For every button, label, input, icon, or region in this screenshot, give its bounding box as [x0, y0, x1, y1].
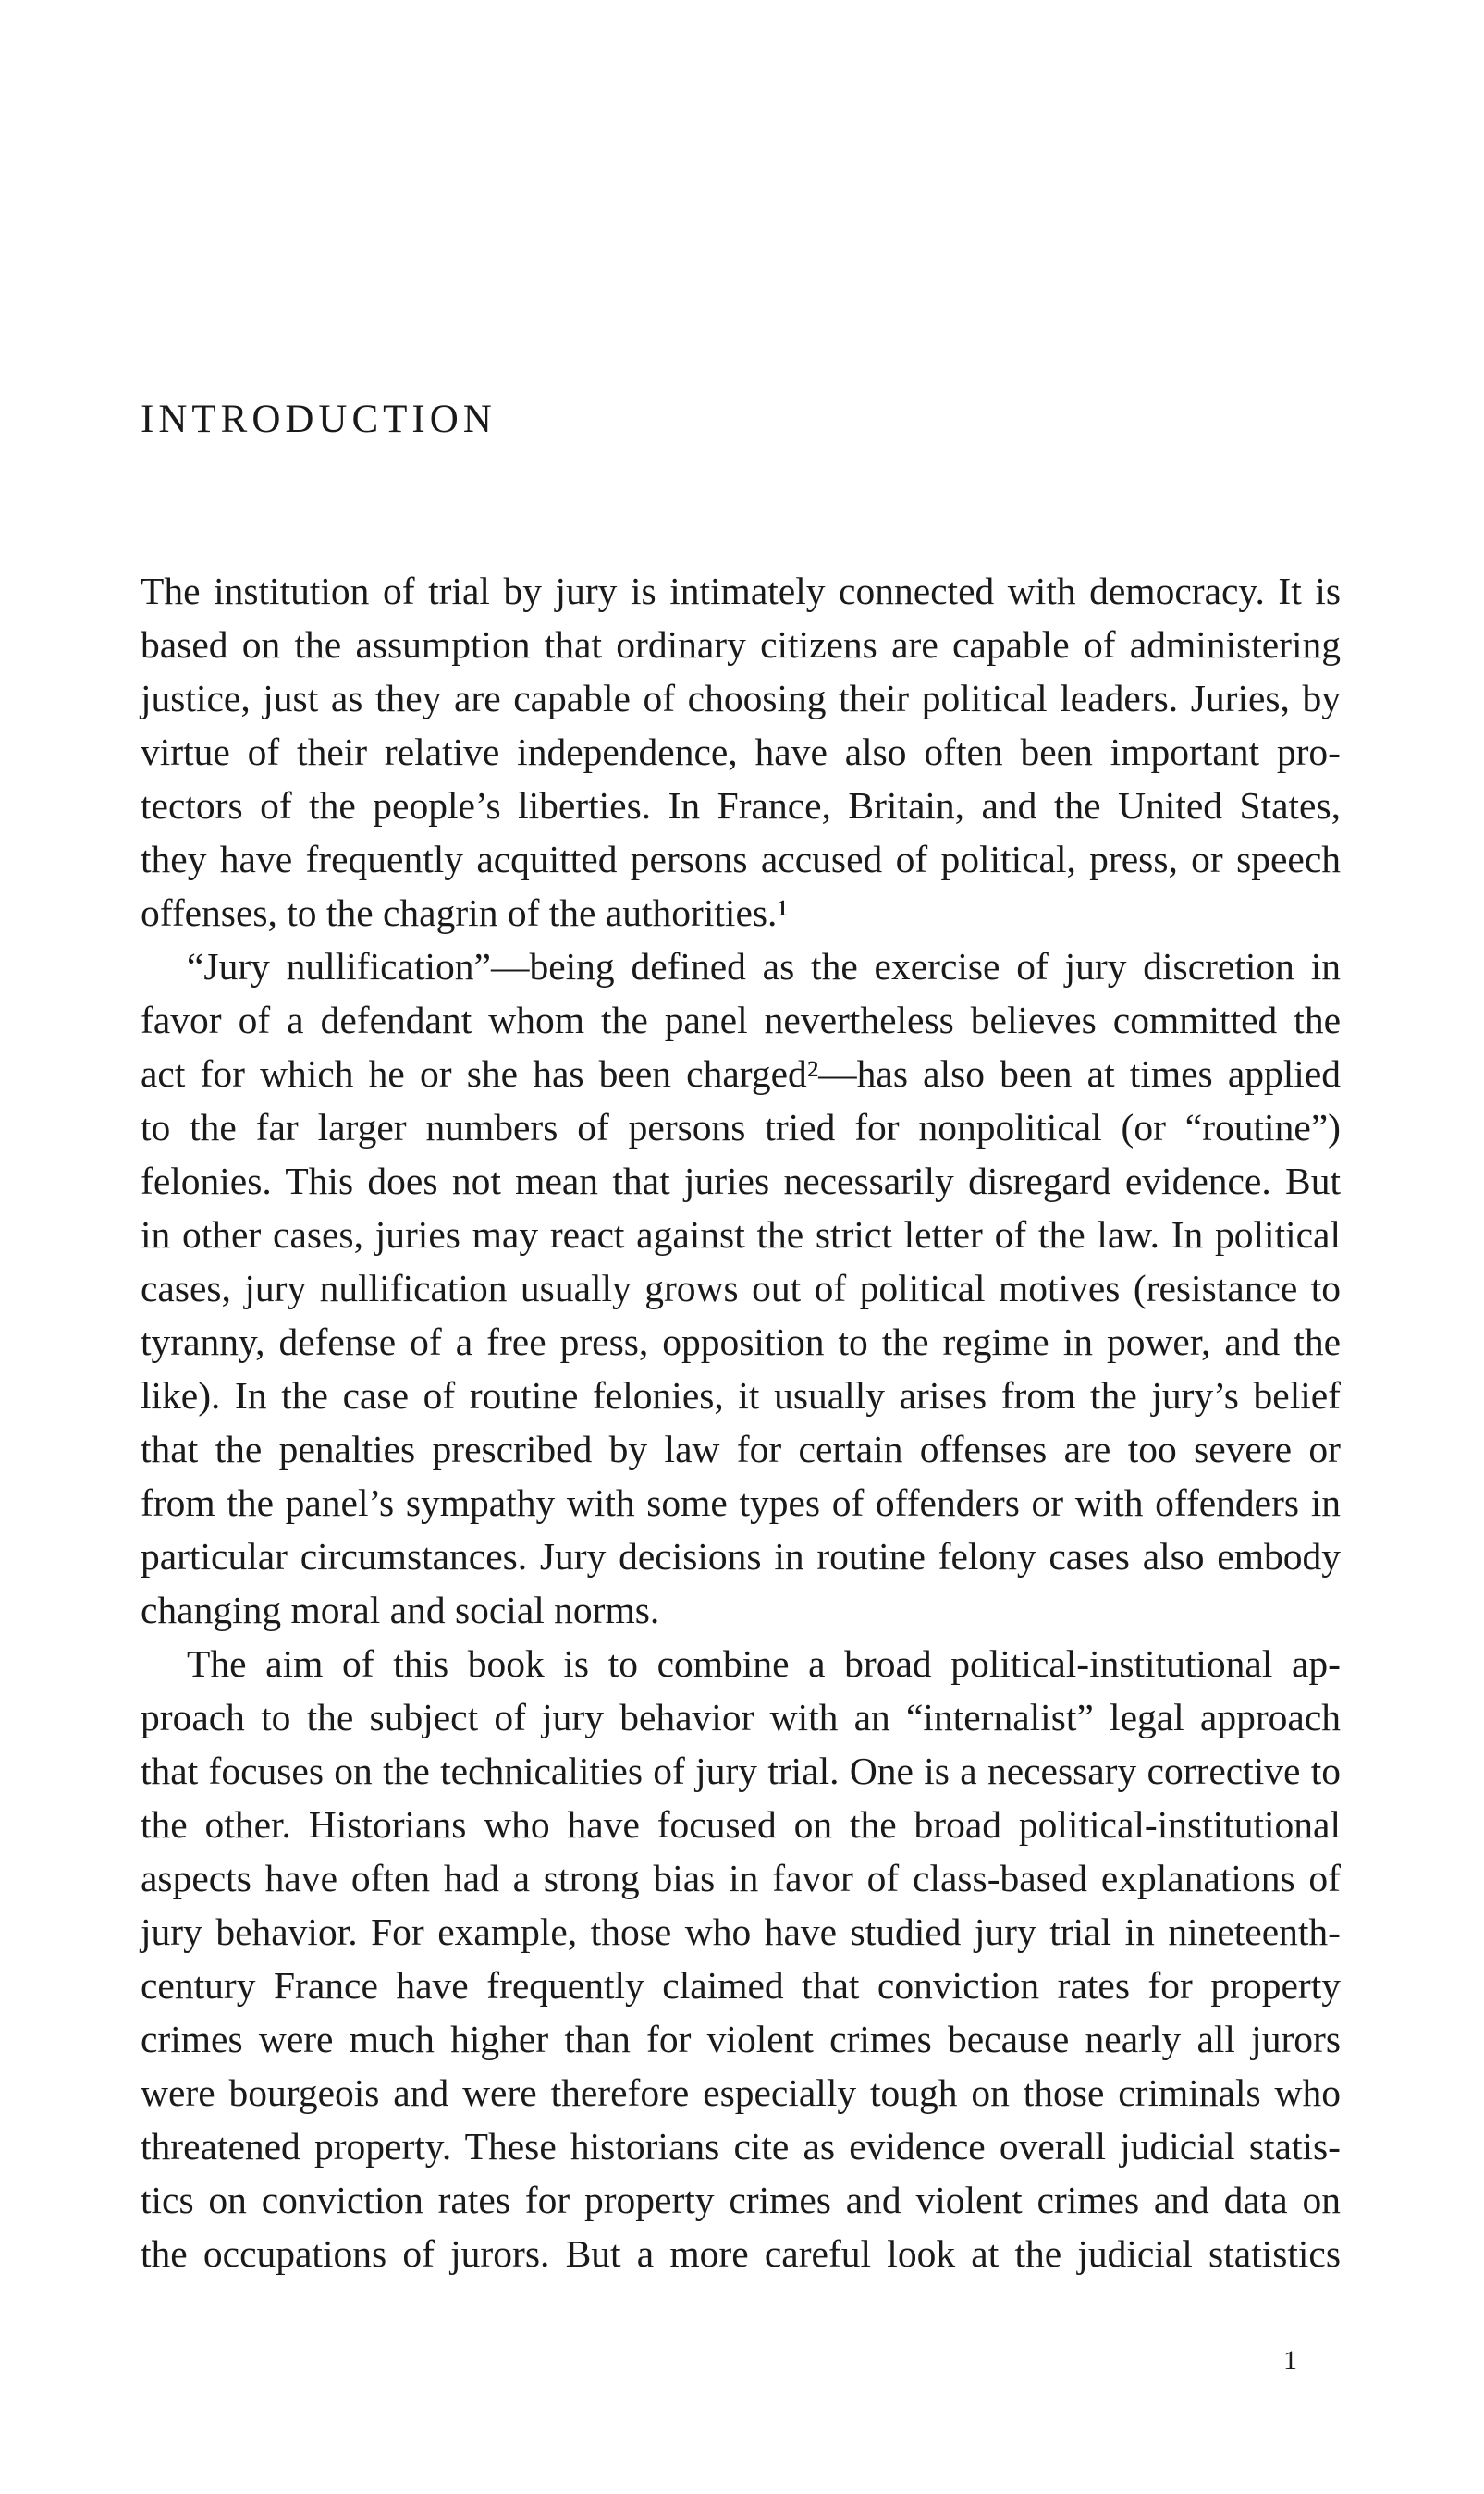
text-line: century France have frequently claimed that conviction rates for property	[141, 1964, 1341, 2007]
text-line: crimes were much higher than for violent crimes because nearly all jurors	[141, 2018, 1341, 2060]
text-line: they have frequently acquitted persons accused of political, press, or speech	[141, 838, 1341, 880]
text-line: from the panel’s sympathy with some types of offenders or with offenders in	[141, 1481, 1341, 1524]
text-line: the other. Historians who have focused on the broad political-institutional	[141, 1803, 1341, 1846]
text-line: that focuses on the technicalities of jury trial. One is a necessary corrective to	[141, 1750, 1341, 1792]
text-line: the occupations of jurors. But a more careful look at the judicial statistics	[141, 2232, 1341, 2275]
text-line: tyranny, defense of a free press, opposition to the regime in power, and the	[141, 1321, 1341, 1363]
text-line: virtue of their relative independence, have also often been important pro-	[141, 731, 1341, 773]
text-line: in other cases, juries may react against the strict letter of the law. In political	[141, 1213, 1341, 1256]
text-line: The aim of this book is to combine a broad political-institutional ap-	[187, 1642, 1341, 1685]
text-line: “Jury nullification”—being defined as the exercise of jury discretion in	[187, 945, 1341, 988]
text-line: particular circumstances. Jury decisions in routine felony cases also embody	[141, 1535, 1341, 1578]
page-number: 1	[1283, 2345, 1297, 2376]
text-line: were bourgeois and were therefore especially tough on those criminals who	[141, 2071, 1341, 2114]
text-line: to the far larger numbers of persons tried for nonpolitical (or “routine”)	[141, 1106, 1341, 1149]
text-line: changing moral and social norms.	[141, 1589, 660, 1631]
text-line: tics on conviction rates for property crimes and violent crimes and data on	[141, 2179, 1341, 2221]
text-line: justice, just as they are capable of choosing their political leaders. Juries, by	[141, 677, 1341, 719]
text-line: jury behavior. For example, those who have studied jury trial in nineteenth-	[141, 1910, 1341, 1953]
text-line: favor of a defendant whom the panel nevertheless believes committed the	[141, 999, 1341, 1041]
text-line: based on the assumption that ordinary citizens are capable of administering	[141, 623, 1341, 666]
text-line: offenses, to the chagrin of the authorities.¹	[141, 891, 789, 934]
body-text	[141, 564, 1341, 2280]
text-line: proach to the subject of jury behavior with an “internalist” legal approach	[141, 1696, 1341, 1738]
text-line: act for which he or she has been charged²—has also been at times applied	[141, 1052, 1341, 1095]
text-line: aspects have often had a strong bias in favor of class-based explanations of	[141, 1857, 1341, 1899]
text-line: The institution of trial by jury is intimately connected with democracy. It is	[141, 570, 1341, 612]
text-line: threatened property. These historians cite as evidence overall judicial statis-	[141, 2125, 1341, 2168]
text-line: that the penalties prescribed by law for certain offenses are too severe or	[141, 1428, 1341, 1470]
text-line: like). In the case of routine felonies, it usually arises from the jury’s belief	[141, 1374, 1341, 1417]
chapter-title: INTRODUCTION	[141, 398, 497, 441]
text-line: cases, jury nullification usually grows out of political motives (resistance to	[141, 1267, 1341, 1309]
text-line: felonies. This does not mean that juries necessarily disregard evidence. But	[141, 1160, 1341, 1202]
text-line: tectors of the people’s liberties. In France, Britain, and the United States,	[141, 784, 1341, 827]
